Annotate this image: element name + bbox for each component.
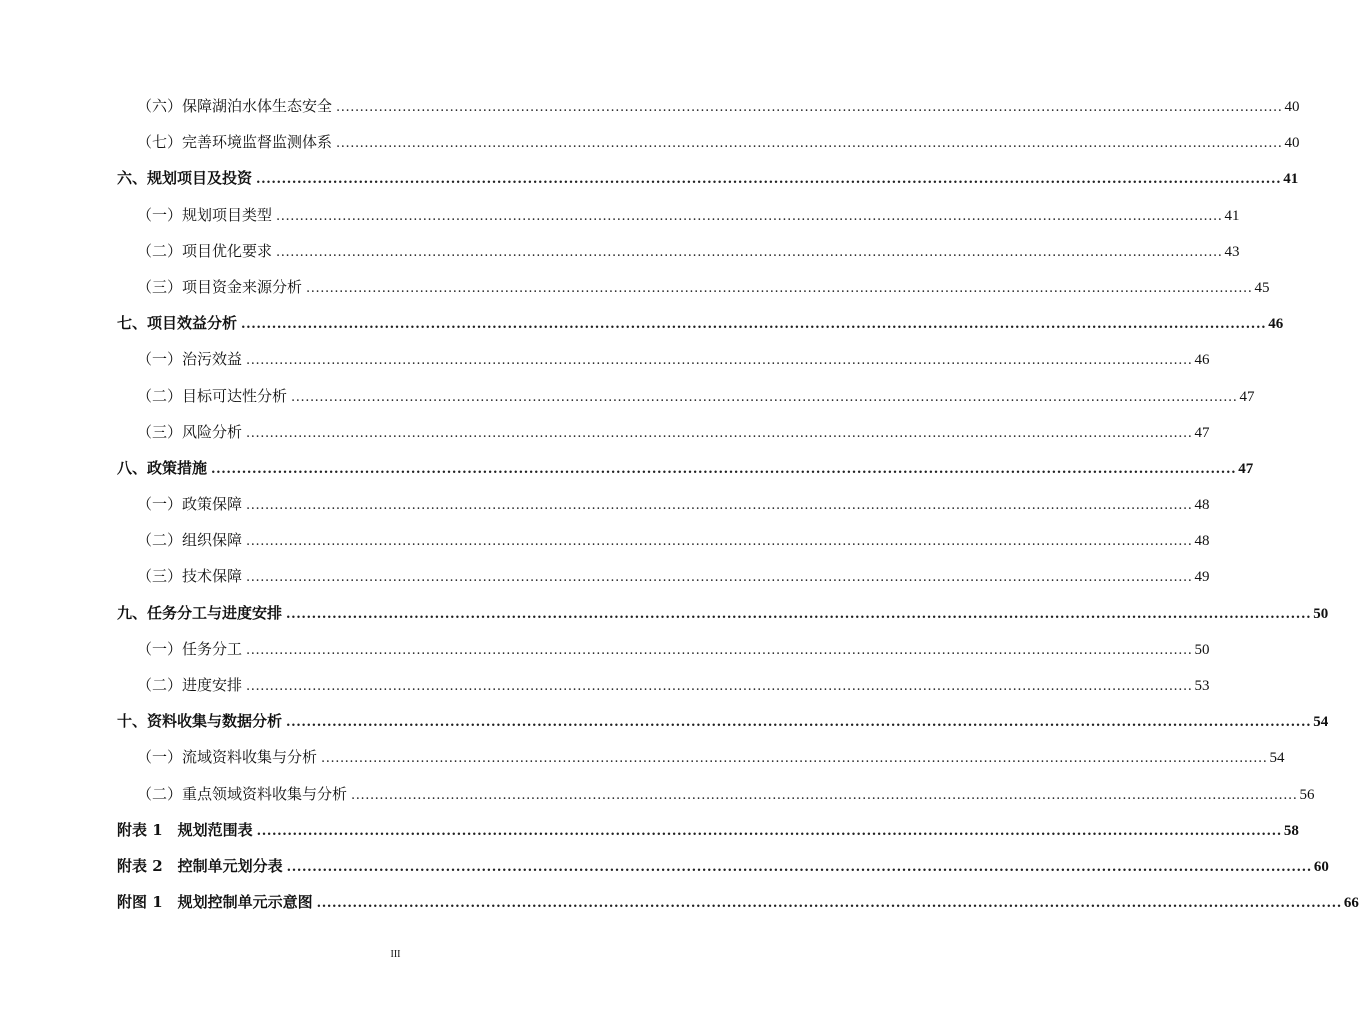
toc-section-entry[interactable] [117,450,1254,486]
toc-dot-leader: ........................................................................................................................................................................................................ [256,823,1282,839]
toc-entry-page-number: 45 [1254,279,1270,296]
toc-entry-page-number: 46 [1268,316,1284,333]
toc-entry-title: （二）进度安排 [137,676,243,694]
toc-entry-title: （三）风险分析 [137,422,243,441]
toc-dot-leader: ........................................................................................................................................................................................................ [246,498,1193,514]
toc-section-entry[interactable] [117,812,1299,848]
toc-entry-title: 十、资料收集与数据分析 [117,712,283,731]
toc-entry-page-number: 41 [1224,207,1240,224]
toc-entry-page-number: 40 [1284,135,1300,152]
toc-entry-page-number: 48 [1194,497,1210,514]
toc-dot-leader: ........................................................................................................................................................................................................ [241,317,1267,333]
toc-entry-page-number: 43 [1224,243,1240,260]
toc-entry-page-number: 47 [1238,460,1254,477]
toc-entry-page-number: 48 [1194,533,1210,550]
toc-section-entry[interactable] [117,305,1284,341]
toc-dot-leader: ........................................................................................................................................................................................................ [246,642,1193,658]
toc-dot-leader: ........................................................................................................................................................................................................ [351,787,1298,803]
toc-subsection-entry[interactable] [117,378,1255,414]
toc-entry-title: （二）目标可达性分析 [137,386,288,405]
toc-dot-leader: ........................................................................................................................................................................................................ [316,896,1342,912]
toc-entry-title: 六、规划项目及投资 [117,169,253,188]
toc-subsection-entry[interactable] [117,667,1210,703]
toc-entry-title: （二）组织保障 [137,531,243,550]
toc-entry-page-number: 54 [1313,714,1329,731]
toc-section-entry[interactable] [117,703,1329,739]
toc-subsection-entry[interactable] [117,486,1210,522]
toc-subsection-entry[interactable] [117,776,1315,812]
toc-subsection-entry[interactable] [117,124,1300,160]
toc-section-entry[interactable] [117,595,1329,631]
toc-subsection-entry[interactable] [117,739,1285,775]
toc-subsection-entry[interactable] [117,414,1210,450]
toc-entry-title: （一）规划项目类型 [137,205,273,224]
toc-entry-title: （六）保障湖泊水体生态安全 [137,97,333,115]
toc-entry-title: （二）项目优化要求 [137,241,273,260]
toc-entry-page-number: 60 [1313,858,1329,875]
toc-subsection-entry[interactable] [117,88,1300,124]
toc-dot-leader: ........................................................................................................................................................................................................ [246,679,1193,694]
toc-entry-page-number: 40 [1284,99,1300,115]
toc-dot-leader: ........................................................................................................................................................................................................ [246,425,1193,441]
toc-entry-title: （一）流域资料收集与分析 [137,748,318,767]
toc-entry-page-number: 50 [1194,641,1210,658]
toc-subsection-entry[interactable] [117,631,1210,667]
toc-dot-leader: ........................................................................................................................................................................................................ [286,859,1312,875]
toc-entry-page-number: 47 [1194,424,1210,441]
toc-dot-leader: ........................................................................................................................................................................................................ [286,606,1312,622]
toc-entry-page-number: 47 [1239,388,1255,405]
toc-entry-title: （二）重点领域资料收集与分析 [137,784,348,803]
toc-entry-title: 七、项目效益分析 [117,314,238,333]
table-of-contents [117,88,1359,920]
toc-dot-leader: ........................................................................................................................................................................................................ [211,461,1237,477]
toc-entry-page-number: 49 [1194,569,1210,586]
toc-entry-title: 八、政策措施 [117,458,208,477]
toc-entry-page-number: 58 [1283,822,1299,839]
toc-dot-leader: ........................................................................................................................................................................................................ [256,172,1282,188]
toc-entry-page-number: 54 [1269,750,1285,767]
toc-entry-title: （七）完善环境监督监测体系 [137,133,333,152]
toc-subsection-entry[interactable] [117,233,1240,269]
toc-entry-title: （一）任务分工 [137,639,243,658]
toc-subsection-entry[interactable] [117,341,1210,377]
toc-entry-page-number: 53 [1194,678,1210,694]
toc-entry-title: （三）技术保障 [137,567,243,586]
toc-dot-leader: ........................................................................................................................................................................................................ [336,136,1283,152]
toc-entry-title: 九、任务分工与进度安排 [117,603,283,622]
toc-entry-page-number: 66 [1343,895,1359,912]
toc-entry-page-number: 41 [1283,171,1299,188]
toc-dot-leader: ........................................................................................................................................................................................................ [336,100,1283,115]
toc-subsection-entry[interactable] [117,269,1270,305]
toc-entry-title: 附图 1 规划控制单元示意图 [117,893,313,912]
toc-entry-page-number: 46 [1194,352,1210,369]
toc-dot-leader: ........................................................................................................................................................................................................ [246,570,1193,586]
toc-entry-title: （一）治污效益 [137,350,243,369]
toc-dot-leader: ........................................................................................................................................................................................................ [306,280,1253,296]
page-number: III [390,949,401,960]
toc-dot-leader: ........................................................................................................................................................................................................ [291,389,1238,405]
toc-entry-page-number: 56 [1299,786,1315,803]
toc-dot-leader: ........................................................................................................................................................................................................ [321,751,1268,767]
toc-dot-leader: ........................................................................................................................................................................................................ [276,244,1223,260]
toc-entry-title: 附表 1 规划范围表 [117,820,253,839]
toc-entry-title: 附表 2 控制单元划分表 [117,856,283,875]
toc-subsection-entry[interactable] [117,522,1210,558]
toc-dot-leader: ........................................................................................................................................................................................................ [276,208,1223,224]
toc-dot-leader: ........................................................................................................................................................................................................ [246,353,1193,369]
toc-subsection-entry[interactable] [117,197,1240,233]
toc-dot-leader: ........................................................................................................................................................................................................ [286,715,1312,731]
toc-section-entry[interactable] [117,160,1299,196]
toc-dot-leader: ........................................................................................................................................................................................................ [246,534,1193,550]
toc-section-entry[interactable] [117,848,1329,884]
toc-subsection-entry[interactable] [117,558,1210,594]
toc-entry-title: （三）项目资金来源分析 [137,277,303,296]
toc-entry-title: （一）政策保障 [137,495,243,514]
toc-section-entry[interactable] [117,884,1359,920]
toc-entry-page-number: 50 [1313,605,1329,622]
